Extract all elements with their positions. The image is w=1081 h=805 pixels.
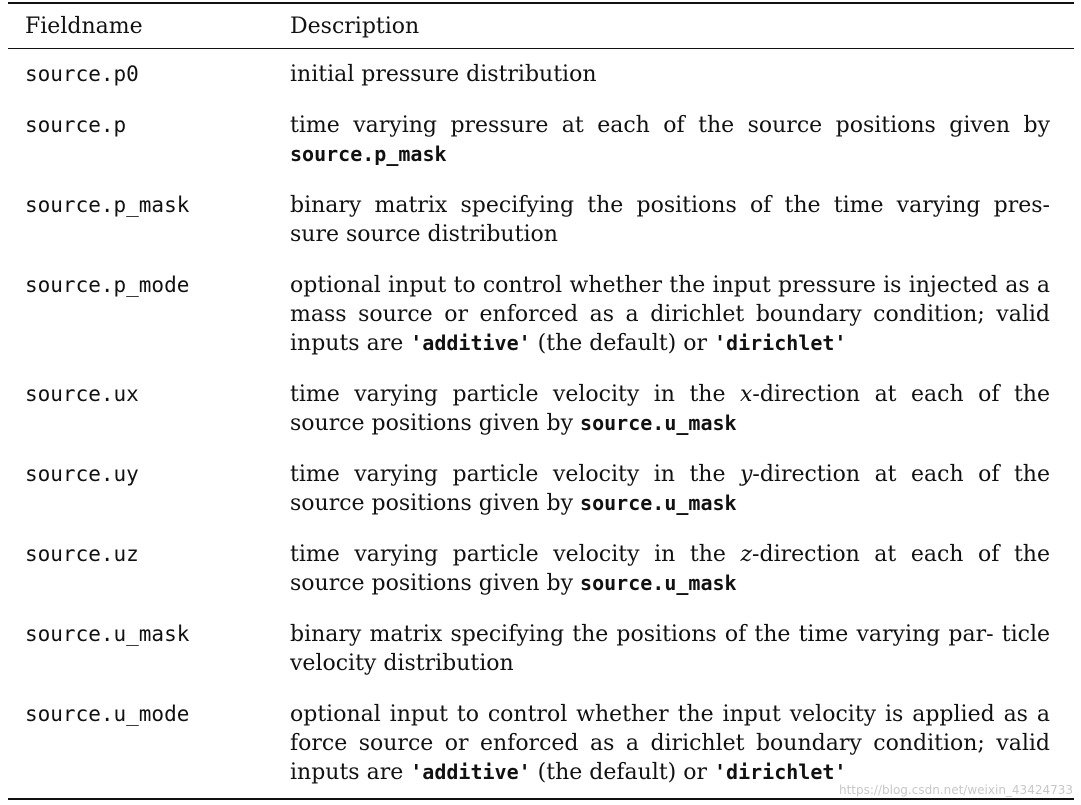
description-code: source.p_mask bbox=[290, 142, 447, 166]
field-name: source.uz bbox=[25, 542, 139, 566]
field-name: source.u_mask bbox=[25, 622, 190, 646]
table-row bbox=[8, 449, 1074, 529]
field-description bbox=[290, 111, 1050, 169]
watermark: https://blog.csdn.net/weixin_43424733 bbox=[838, 783, 1073, 797]
axis-symbol: z bbox=[740, 542, 753, 567]
description-text-a: time varying particle velocity in the bbox=[290, 462, 726, 487]
field-description bbox=[290, 380, 1050, 438]
fields-table bbox=[8, 0, 1074, 800]
field-description: binary matrix specifying the positions of the time varying pres- sure source distribution bbox=[290, 193, 1050, 247]
field-name: source.p bbox=[25, 113, 127, 137]
description-text: time varying pressure at each of the source positions given by bbox=[290, 113, 1050, 138]
axis-symbol: x bbox=[739, 382, 753, 407]
description-text-b: -direction at each of the source positions given by bbox=[290, 382, 1050, 436]
field-description bbox=[290, 460, 1050, 518]
description-code-a: 'additive' bbox=[410, 760, 531, 784]
table-row bbox=[8, 100, 1074, 180]
table-header bbox=[8, 4, 1074, 48]
description-text: optional input to control whether the input pressure is injected as a mass source or enforced as a dirichlet boundary condition; valid inputs are bbox=[290, 273, 1050, 356]
table-row bbox=[8, 49, 1074, 100]
field-name: source.u_mode bbox=[25, 702, 190, 726]
description-text-b: -direction at each of the source positions given by bbox=[290, 462, 1050, 516]
header-fieldname: Fieldname bbox=[25, 13, 143, 39]
table-row bbox=[8, 369, 1074, 449]
table-row bbox=[8, 529, 1074, 609]
table-row bbox=[8, 689, 1074, 798]
description-text-b: -direction at each of the source positions given by bbox=[290, 542, 1050, 596]
description-code-b: 'dirichlet' bbox=[714, 331, 847, 355]
field-description bbox=[290, 700, 1050, 787]
description-code: source.u_mask bbox=[580, 571, 737, 595]
table-row bbox=[8, 260, 1074, 369]
table-row bbox=[8, 609, 1074, 689]
field-description: binary matrix specifying the positions of the time varying par- ticle velocity distribution bbox=[290, 622, 1050, 676]
field-name: source.uy bbox=[25, 462, 139, 486]
description-mid-text: (the default) or bbox=[537, 331, 708, 356]
description-text-a: time varying particle velocity in the bbox=[290, 382, 726, 407]
description-text-a: time varying particle velocity in the bbox=[290, 542, 726, 567]
field-name: source.p_mode bbox=[25, 273, 190, 297]
field-description bbox=[290, 540, 1050, 598]
field-description bbox=[290, 271, 1050, 358]
description-text: optional input to control whether the input velocity is applied as a force source or enforced as a dirichlet boundary condition; valid inputs are bbox=[290, 702, 1050, 785]
description-mid-text: (the default) or bbox=[537, 760, 708, 785]
field-name: source.ux bbox=[25, 382, 139, 406]
bottom-rule bbox=[8, 798, 1074, 800]
header-description: Description bbox=[290, 13, 420, 39]
table-row bbox=[8, 180, 1074, 260]
description-code: source.u_mask bbox=[580, 411, 737, 435]
description-code: source.u_mask bbox=[580, 491, 737, 515]
field-description: initial pressure distribution bbox=[290, 62, 597, 87]
field-name: source.p_mask bbox=[25, 193, 190, 217]
description-code-b: 'dirichlet' bbox=[714, 760, 847, 784]
description-code-a: 'additive' bbox=[410, 331, 531, 355]
axis-symbol: y bbox=[739, 462, 753, 487]
field-name: source.p0 bbox=[25, 62, 139, 86]
